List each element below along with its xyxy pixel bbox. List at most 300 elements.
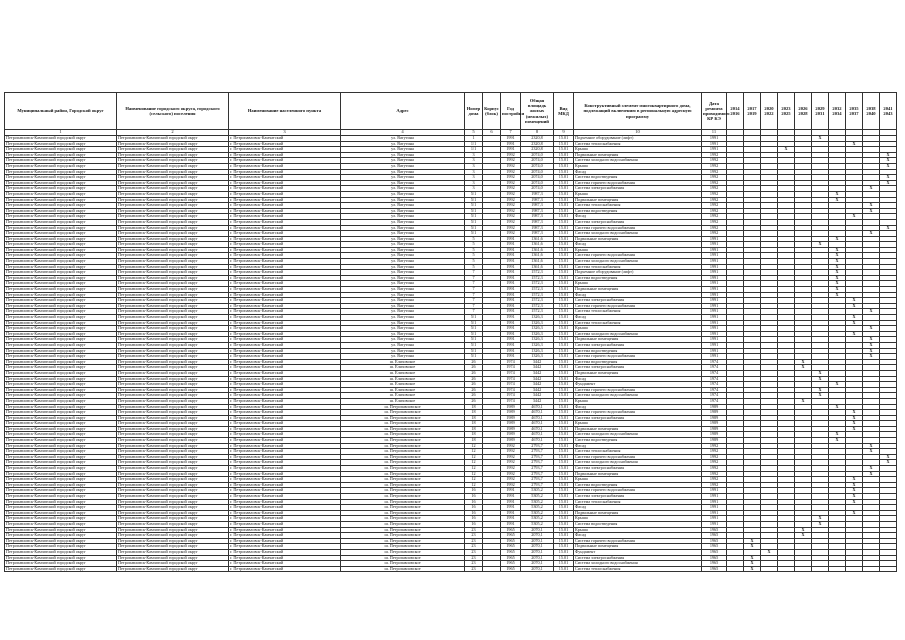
year-cell: 1965 (501, 527, 521, 533)
settlement-cell: Петропавловск-Камчатский городской округ (117, 516, 229, 522)
repair-date-cell: 1992 (702, 169, 727, 175)
year-cell: 1992 (501, 477, 521, 483)
year-cell: 1991 (501, 292, 521, 298)
district-cell: Петропавловск-Камчатский городской округ (5, 516, 117, 522)
locality-cell: г. Петропавловск-Камчатский (229, 382, 341, 388)
house-number-cell: 5 (465, 242, 483, 248)
year-cell: 1991 (501, 247, 521, 253)
repair-date-cell: 1992 (702, 477, 727, 483)
repair-date-cell: 1992 (702, 460, 727, 466)
settlement-cell: Петропавловск-Камчатский городской округ (117, 231, 229, 237)
element-cell: Подвальные помещения (574, 510, 702, 516)
address-cell: ш. Петропавловское (341, 404, 465, 410)
period-mark: X (880, 163, 897, 169)
area-cell: 2793,7 (521, 460, 554, 466)
house-number-cell: 5/1 (465, 354, 483, 360)
house-number-cell: 7 (465, 275, 483, 281)
element-cell: Крыша (574, 398, 702, 404)
year-cell: 1991 (501, 320, 521, 326)
house-number-cell: 3 (465, 163, 483, 169)
address-cell: ул. Ватутина (341, 242, 465, 248)
locality-cell: г. Петропавловск-Камчатский (229, 494, 341, 500)
house-number-cell: 26 (465, 387, 483, 393)
period-mark: X (880, 460, 897, 466)
header-row (5, 93, 897, 130)
area-cell: 5305,2 (521, 505, 554, 511)
year-cell: 1991 (501, 281, 521, 287)
element-cell: Система горячего водоснабжения (574, 538, 702, 544)
locality-cell: г. Петропавловск-Камчатский (229, 544, 341, 550)
area-cell: 2074,0 (521, 152, 554, 158)
period-header: 2023 2025 (778, 93, 795, 130)
element-cell: Система холодного водоснабжения (574, 432, 702, 438)
repair-date-cell: 1991 (702, 236, 727, 242)
repair-date-cell: 1991 (702, 281, 727, 287)
element-cell: Система водоотведения (574, 359, 702, 365)
building-type-cell: 15.01 (554, 438, 574, 444)
district-cell: Петропавловск-Камчатский городской округ (5, 197, 117, 203)
district-cell: Петропавловск-Камчатский городской округ (5, 398, 117, 404)
area-cell: 2320,8 (521, 147, 554, 153)
building-type-cell: 15.01 (554, 270, 574, 276)
year-cell: 1991 (501, 264, 521, 270)
settlement-cell: Петропавловск-Камчатский городской округ (117, 566, 229, 572)
element-cell: Система электроснабжения (574, 415, 702, 421)
year-cell: 1991 (501, 275, 521, 281)
area-cell: 2074,0 (521, 169, 554, 175)
settlement-cell: Петропавловск-Камчатский городской округ (117, 303, 229, 309)
period-mark: X (812, 136, 829, 142)
locality-cell: г. Петропавловск-Камчатский (229, 253, 341, 259)
period-mark: X (812, 242, 829, 248)
locality-cell: г. Петропавловск-Камчатский (229, 264, 341, 270)
house-number-cell: 12 (465, 466, 483, 472)
period-mark: X (744, 561, 761, 567)
district-cell: Петропавловск-Камчатский городской округ (5, 275, 117, 281)
repair-date-cell: 1992 (702, 449, 727, 455)
element-cell: Фасад (574, 214, 702, 220)
year-cell: 1991 (501, 510, 521, 516)
house-number-cell: 5/1 (465, 331, 483, 337)
year-cell: 1991 (501, 494, 521, 500)
period-mark: X (846, 482, 863, 488)
period-mark: X (863, 348, 880, 354)
address-cell: ш. Петропавловское (341, 527, 465, 533)
year-cell: 1992 (501, 175, 521, 181)
period-cell (795, 566, 812, 572)
district-cell: Петропавловск-Камчатский городской округ (5, 449, 117, 455)
year-cell: 1991 (501, 488, 521, 494)
element-cell: Система теплоснабжения (574, 320, 702, 326)
area-cell: 2074,0 (521, 158, 554, 164)
year-cell: 1974 (501, 359, 521, 365)
area-cell: 4670,1 (521, 421, 554, 427)
period-mark: X (795, 359, 812, 365)
element-cell: Система водоотведения (574, 175, 702, 181)
district-cell: Петропавловск-Камчатский городской округ (5, 219, 117, 225)
district-cell: Петропавловск-Камчатский городской округ (5, 191, 117, 197)
repair-date-cell: 1991 (702, 287, 727, 293)
area-cell: 1987,3 (521, 208, 554, 214)
house-number-cell: 23 (465, 549, 483, 555)
year-cell: 1965 (501, 549, 521, 555)
house-number-cell: 18 (465, 421, 483, 427)
building-type-cell: 15.01 (554, 544, 574, 550)
repair-date-cell: 1991 (702, 337, 727, 343)
element-cell: Фундамент (574, 549, 702, 555)
period-mark: X (863, 449, 880, 455)
house-number-cell: 5/1 (465, 225, 483, 231)
house-number-cell: 12 (465, 471, 483, 477)
year-cell: 1991 (501, 521, 521, 527)
address-cell: ш. Петропавловское (341, 454, 465, 460)
building-type-cell: 15.01 (554, 219, 574, 225)
district-cell: Петропавловск-Камчатский городской округ (5, 555, 117, 561)
year-cell: 1991 (501, 354, 521, 360)
district-cell: Петропавловск-Камчатский городской округ (5, 320, 117, 326)
repair-date-cell: 1991 (702, 259, 727, 265)
element-cell: Крыша (574, 326, 702, 332)
element-cell: Фасад (574, 169, 702, 175)
settlement-cell: Петропавловск-Камчатский городской округ (117, 275, 229, 281)
district-cell: Петропавловск-Камчатский городской округ (5, 147, 117, 153)
area-cell: 1572,3 (521, 298, 554, 304)
repair-date-cell: 1974 (702, 370, 727, 376)
element-cell: Система горячего водоснабжения (574, 253, 702, 259)
area-cell: 4670,1 (521, 410, 554, 416)
repair-date-cell: 1974 (702, 382, 727, 388)
period-mark: X (846, 214, 863, 220)
district-cell: Петропавловск-Камчатский городской округ (5, 331, 117, 337)
house-number-cell: 7 (465, 292, 483, 298)
col-header: Номер дома (465, 93, 483, 130)
element-cell: Система электроснабжения (574, 298, 702, 304)
settlement-cell: Петропавловск-Камчатский городской округ (117, 309, 229, 315)
period-mark: X (829, 404, 846, 410)
area-cell: 1326,3 (521, 326, 554, 332)
year-cell: 1974 (501, 365, 521, 371)
repair-date-cell: 1992 (702, 219, 727, 225)
period-mark: X (846, 141, 863, 147)
settlement-cell: Петропавловск-Камчатский городской округ (117, 259, 229, 265)
district-cell: Петропавловск-Камчатский городской округ (5, 203, 117, 209)
period-mark: X (829, 191, 846, 197)
house-number-cell: 26 (465, 393, 483, 399)
locality-cell: г. Петропавловск-Камчатский (229, 236, 341, 242)
year-cell: 1992 (501, 449, 521, 455)
repair-date-cell: 1991 (702, 342, 727, 348)
area-cell: 2074,0 (521, 180, 554, 186)
settlement-cell: Петропавловск-Камчатский городской округ (117, 175, 229, 181)
building-type-cell: 15.01 (554, 348, 574, 354)
settlement-cell: Петропавловск-Камчатский городской округ (117, 499, 229, 505)
settlement-cell: Петропавловск-Камчатский городской округ (117, 505, 229, 511)
year-cell: 1992 (501, 219, 521, 225)
address-cell: ул. Ватутина (341, 208, 465, 214)
settlement-cell: Петропавловск-Камчатский городской округ (117, 404, 229, 410)
address-cell: ш. Елизовское (341, 393, 465, 399)
address-cell: ш. Петропавловское (341, 510, 465, 516)
locality-cell: г. Петропавловск-Камчатский (229, 342, 341, 348)
address-cell: ш. Петропавловское (341, 521, 465, 527)
area-cell: 1361,6 (521, 264, 554, 270)
area-cell: 3442 (521, 387, 554, 393)
house-number-cell: 3 (465, 175, 483, 181)
district-cell: Петропавловск-Камчатский городской округ (5, 163, 117, 169)
repair-date-cell: 1989 (702, 410, 727, 416)
address-cell: ул. Ватутина (341, 354, 465, 360)
element-cell: Система холодного водоснабжения (574, 331, 702, 337)
house-number-cell: 16 (465, 494, 483, 500)
settlement-cell: Петропавловск-Камчатский городской округ (117, 214, 229, 220)
year-cell: 1992 (501, 214, 521, 220)
year-cell: 1965 (501, 561, 521, 567)
year-cell: 1992 (501, 466, 521, 472)
area-cell: 2074,0 (521, 175, 554, 181)
district-cell: Петропавловск-Камчатский городской округ (5, 466, 117, 472)
locality-cell: г. Петропавловск-Камчатский (229, 443, 341, 449)
house-number-cell: 18 (465, 438, 483, 444)
locality-cell: г. Петропавловск-Камчатский (229, 197, 341, 203)
repair-date-cell: 1991 (702, 303, 727, 309)
period-mark: X (846, 488, 863, 494)
house-number-cell: 16 (465, 521, 483, 527)
building-type-cell: 15.01 (554, 309, 574, 315)
district-cell: Петропавловск-Камчатский городской округ (5, 298, 117, 304)
address-cell: ш. Петропавловское (341, 482, 465, 488)
col-header: Конструктивный элемент многоквартирного дома, подлежащий включению в региональную адресную программу (574, 93, 702, 130)
element-cell: Крыша (574, 147, 702, 153)
area-cell: 5305,2 (521, 488, 554, 494)
area-cell: 2070,1 (521, 549, 554, 555)
building-type-cell: 15.01 (554, 214, 574, 220)
year-cell: 1991 (501, 303, 521, 309)
period-mark: X (795, 398, 812, 404)
house-number-cell: 12 (465, 477, 483, 483)
year-cell: 1974 (501, 393, 521, 399)
period-mark: X (829, 382, 846, 388)
building-type-cell: 15.01 (554, 191, 574, 197)
district-cell: Петропавловск-Камчатский городской округ (5, 141, 117, 147)
area-cell: 2320,8 (521, 136, 554, 142)
year-cell: 1989 (501, 421, 521, 427)
period-mark: X (863, 231, 880, 237)
area-cell: 2070,1 (521, 538, 554, 544)
area-cell: 2793,7 (521, 466, 554, 472)
building-type-cell: 15.01 (554, 169, 574, 175)
element-cell: Система холодного водоснабжения (574, 393, 702, 399)
year-cell: 1991 (501, 309, 521, 315)
settlement-cell: Петропавловск-Камчатский городской округ (117, 287, 229, 293)
period-cell (880, 566, 897, 572)
locality-cell: г. Петропавловск-Камчатский (229, 315, 341, 321)
building-type-cell: 15.01 (554, 365, 574, 371)
period-mark: X (880, 175, 897, 181)
locality-cell: г. Петропавловск-Камчатский (229, 163, 341, 169)
year-cell: 1992 (501, 454, 521, 460)
element-cell: Система горячего водоснабжения (574, 454, 702, 460)
program-sheet (4, 92, 896, 572)
repair-date-cell: 1991 (702, 354, 727, 360)
locality-cell: г. Петропавловск-Камчатский (229, 158, 341, 164)
address-cell: ул. Ватутина (341, 225, 465, 231)
house-number-cell: 16 (465, 505, 483, 511)
house-number-cell: 16 (465, 516, 483, 522)
area-cell: 5305,2 (521, 516, 554, 522)
year-cell: 1992 (501, 471, 521, 477)
col-header: Вид МКД (554, 93, 574, 130)
element-cell: Система водоотведения (574, 348, 702, 354)
repair-date-cell: 1992 (702, 214, 727, 220)
house-number-cell: 5 (465, 253, 483, 259)
year-cell: 1989 (501, 410, 521, 416)
address-cell: ш. Петропавловское (341, 533, 465, 539)
settlement-cell: Петропавловск-Камчатский городской округ (117, 538, 229, 544)
period-mark: X (863, 186, 880, 192)
settlement-cell: Петропавловск-Камчатский городской округ (117, 348, 229, 354)
area-cell: 2070,1 (521, 566, 554, 572)
period-mark: X (846, 421, 863, 427)
area-cell: 1572,3 (521, 281, 554, 287)
house-number-cell: 5 (465, 247, 483, 253)
house-number-cell: 1/1 (465, 147, 483, 153)
address-cell: ул. Ватутина (341, 214, 465, 220)
element-cell: Система электроснабжения (574, 494, 702, 500)
period-mark: X (846, 331, 863, 337)
locality-cell: г. Петропавловск-Камчатский (229, 410, 341, 416)
area-cell: 1987,3 (521, 214, 554, 220)
element-cell: Подвальные помещения (574, 471, 702, 477)
period-mark: X (846, 494, 863, 500)
settlement-cell: Петропавловск-Камчатский городской округ (117, 298, 229, 304)
area-cell: 1326,3 (521, 348, 554, 354)
year-cell: 1991 (501, 499, 521, 505)
period-mark: X (829, 247, 846, 253)
address-cell: ул. Ватутина (341, 320, 465, 326)
address-cell: ул. Ватутина (341, 203, 465, 209)
settlement-cell: Петропавловск-Камчатский городской округ (117, 326, 229, 332)
settlement-cell: Петропавловск-Камчатский городской округ (117, 208, 229, 214)
locality-cell: г. Петропавловск-Камчатский (229, 141, 341, 147)
building-type-cell: 15.01 (554, 180, 574, 186)
locality-cell: г. Петропавловск-Камчатский (229, 499, 341, 505)
area-cell: 3442 (521, 398, 554, 404)
building-type-cell: 15.01 (554, 175, 574, 181)
house-number-cell: 18 (465, 404, 483, 410)
area-cell: 2793,7 (521, 477, 554, 483)
address-cell: ул. Ватутина (341, 197, 465, 203)
area-cell: 1987,3 (521, 197, 554, 203)
district-cell: Петропавловск-Камчатский городской округ (5, 354, 117, 360)
house-number-cell: 23 (465, 533, 483, 539)
period-mark: X (829, 287, 846, 293)
repair-date-cell: 1991 (702, 494, 727, 500)
period-mark: X (829, 270, 846, 276)
house-number-cell: 7 (465, 281, 483, 287)
district-cell: Петропавловск-Камчатский городской округ (5, 538, 117, 544)
period-mark: X (863, 354, 880, 360)
locality-cell: г. Петропавловск-Камчатский (229, 555, 341, 561)
settlement-cell: Петропавловск-Камчатский городской округ (117, 331, 229, 337)
settlement-cell: Петропавловск-Камчатский городской округ (117, 454, 229, 460)
repair-date-cell: 1974 (702, 376, 727, 382)
house-number-cell: 26 (465, 382, 483, 388)
settlement-cell: Петропавловск-Камчатский городской округ (117, 136, 229, 142)
building-type-cell: 15.01 (554, 320, 574, 326)
area-cell: 2793,7 (521, 449, 554, 455)
element-cell: Система электроснабжения (574, 466, 702, 472)
district-cell: Петропавловск-Камчатский городской округ (5, 326, 117, 332)
repair-date-cell: 1965 (702, 561, 727, 567)
area-cell: 3442 (521, 370, 554, 376)
locality-cell: г. Петропавловск-Камчатский (229, 225, 341, 231)
col-number: 1 (5, 130, 117, 136)
element-cell: Система теплоснабжения (574, 566, 702, 572)
district-cell: Петропавловск-Камчатский городской округ (5, 566, 117, 572)
locality-cell: г. Петропавловск-Камчатский (229, 549, 341, 555)
building-type-cell: 15.01 (554, 354, 574, 360)
address-cell: ш. Елизовское (341, 387, 465, 393)
element-cell: Система электроснабжения (574, 342, 702, 348)
period-mark: X (846, 303, 863, 309)
building-type-cell: 15.01 (554, 404, 574, 410)
address-cell: ул. Ватутина (341, 136, 465, 142)
repair-date-cell: 1989 (702, 421, 727, 427)
locality-cell: г. Петропавловск-Камчатский (229, 147, 341, 153)
district-cell: Петропавловск-Камчатский городской округ (5, 527, 117, 533)
period-mark: X (846, 410, 863, 416)
period-mark: X (812, 516, 829, 522)
building-type-cell: 15.01 (554, 432, 574, 438)
settlement-cell: Петропавловск-Камчатский городской округ (117, 197, 229, 203)
area-cell: 1572,3 (521, 275, 554, 281)
settlement-cell: Петропавловск-Камчатский городской округ (117, 376, 229, 382)
building-type-cell: 15.01 (554, 326, 574, 332)
address-cell: ул. Ватутина (341, 281, 465, 287)
element-cell: Система горячего водоснабжения (574, 354, 702, 360)
period-mark: X (880, 454, 897, 460)
settlement-cell: Петропавловск-Камчатский городской округ (117, 247, 229, 253)
element-cell: Система теплоснабжения (574, 449, 702, 455)
locality-cell: г. Петропавловск-Камчатский (229, 175, 341, 181)
address-cell: ул. Ватутина (341, 275, 465, 281)
settlement-cell: Петропавловск-Камчатский городской округ (117, 432, 229, 438)
period-mark: X (829, 264, 846, 270)
building-type-cell: 15.01 (554, 561, 574, 567)
house-number-cell: 5/1 (465, 191, 483, 197)
building-type-cell: 15.01 (554, 471, 574, 477)
col-number: 2 (117, 130, 229, 136)
year-cell: 1991 (501, 516, 521, 522)
locality-cell: г. Петропавловск-Камчатский (229, 359, 341, 365)
locality-cell: г. Петропавловск-Камчатский (229, 275, 341, 281)
year-cell: 1992 (501, 191, 521, 197)
address-cell: ш. Петропавловское (341, 566, 465, 572)
period-mark: X (744, 544, 761, 550)
house-number-cell: 16 (465, 499, 483, 505)
district-cell: Петропавловск-Камчатский городской округ (5, 544, 117, 550)
element-cell: Система холодного водоснабжения (574, 460, 702, 466)
period-mark: X (846, 415, 863, 421)
period-mark: X (880, 152, 897, 158)
locality-cell: г. Петропавловск-Камчатский (229, 370, 341, 376)
building-type-cell: 15.01 (554, 163, 574, 169)
locality-cell: г. Петропавловск-Камчатский (229, 449, 341, 455)
year-cell: 1991 (501, 342, 521, 348)
building-type-cell: 15.01 (554, 449, 574, 455)
year-cell: 1992 (501, 186, 521, 192)
settlement-cell: Петропавловск-Камчатский городской округ (117, 398, 229, 404)
